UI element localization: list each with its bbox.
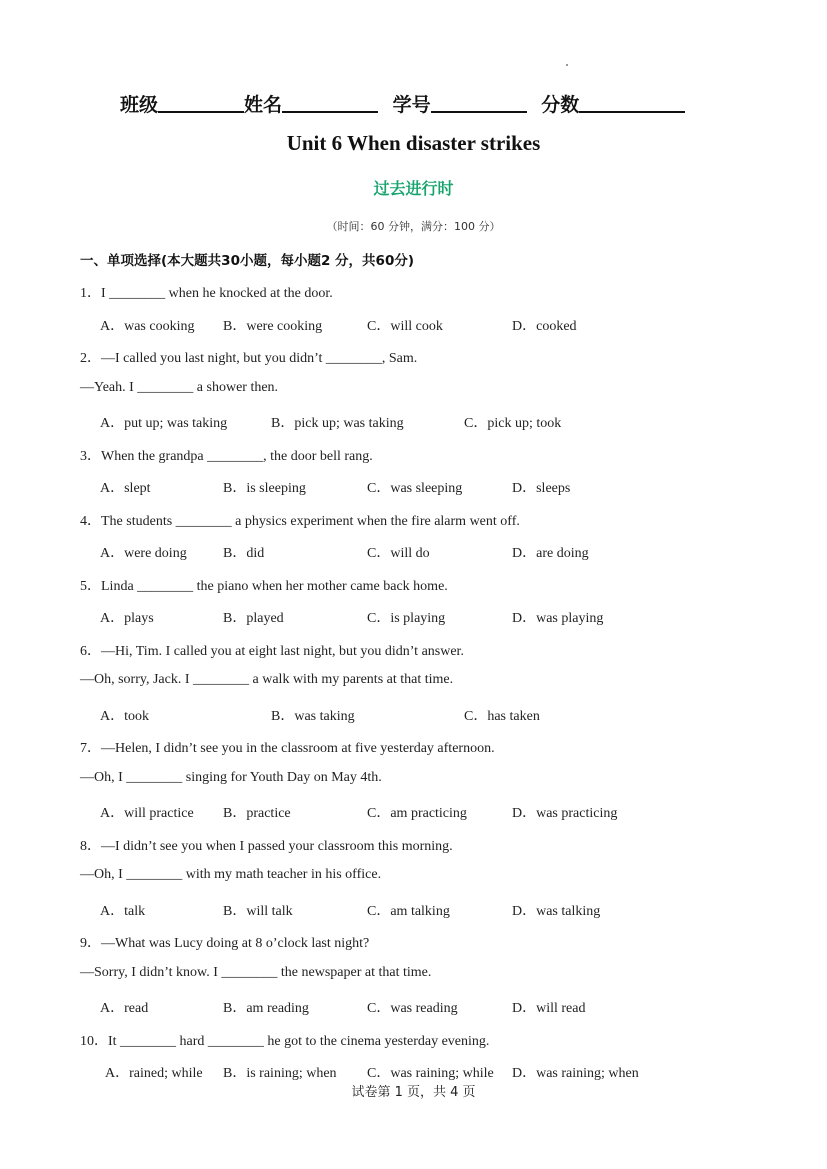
student-info-line bbox=[120, 90, 685, 117]
option[interactable]: D．was talking bbox=[512, 904, 601, 919]
option[interactable]: A．slept bbox=[100, 481, 151, 496]
option[interactable]: B．will talk bbox=[223, 904, 293, 919]
question-stem: 7．—Helen, I didn’t see you in the classroom at five yesterday afternoon. bbox=[80, 741, 495, 756]
option[interactable]: D．was raining; when bbox=[512, 1066, 639, 1081]
question-stem: 2．—I called you last night, but you didn’t ________, Sam. bbox=[80, 351, 418, 366]
option[interactable]: D．cooked bbox=[512, 319, 577, 334]
option[interactable]: C．am practicing bbox=[367, 806, 467, 821]
page-title: Unit 6 When disaster strikes bbox=[286, 131, 541, 155]
question-stem: 4．The students ________ a physics experiment when the fire alarm went off. bbox=[80, 514, 520, 529]
question-stem: 10．It ________ hard ________ he got to the cinema yesterday evening. bbox=[80, 1034, 490, 1049]
question-stem: 6．—Hi, Tim. I called you at eight last night, but you didn’t answer. bbox=[80, 644, 464, 659]
question-stem: —Yeah. I ________ a shower then. bbox=[80, 380, 279, 395]
option[interactable]: B．played bbox=[223, 611, 284, 626]
question-stem: 1．I ________ when he knocked at the door. bbox=[80, 286, 333, 301]
option[interactable]: B．am reading bbox=[223, 1001, 309, 1016]
option[interactable]: A．will practice bbox=[100, 806, 194, 821]
option[interactable]: D．was practicing bbox=[512, 806, 618, 821]
option[interactable]: C．will cook bbox=[367, 319, 443, 334]
option[interactable]: B．did bbox=[223, 546, 265, 561]
option[interactable]: B．is sleeping bbox=[223, 481, 306, 496]
question-stem: —Sorry, I didn’t know. I ________ the newspaper at that time. bbox=[80, 965, 432, 980]
option[interactable]: A．took bbox=[100, 709, 149, 724]
option[interactable]: D．was playing bbox=[512, 611, 604, 626]
option[interactable]: D．will read bbox=[512, 1001, 586, 1016]
name-blank[interactable] bbox=[282, 93, 378, 113]
option[interactable]: A．were doing bbox=[100, 546, 187, 561]
scan-dot bbox=[566, 64, 568, 66]
option[interactable]: B．is raining; when bbox=[223, 1066, 337, 1081]
question-stem: 8．—I didn’t see you when I passed your classroom this morning. bbox=[80, 839, 453, 854]
option[interactable]: A．put up; was taking bbox=[100, 416, 228, 431]
option[interactable]: B．was taking bbox=[271, 709, 355, 724]
option[interactable]: C．was raining; while bbox=[367, 1066, 494, 1081]
question-stem: —Oh, sorry, Jack. I ________ a walk with my parents at that time. bbox=[80, 672, 454, 687]
option[interactable]: C．was reading bbox=[367, 1001, 458, 1016]
option[interactable]: C．was sleeping bbox=[367, 481, 463, 496]
option[interactable]: B．were cooking bbox=[223, 319, 323, 334]
page-subtitle: 过去进行时 bbox=[373, 179, 454, 198]
id-blank[interactable] bbox=[431, 93, 527, 113]
option[interactable]: A．talk bbox=[100, 904, 146, 919]
question-stem: —Oh, I ________ singing for Youth Day on May 4th. bbox=[80, 770, 382, 785]
option[interactable]: B．practice bbox=[223, 806, 291, 821]
question-stem: 9．—What was Lucy doing at 8 o’clock last night? bbox=[80, 936, 370, 951]
option[interactable]: C．has taken bbox=[464, 709, 540, 724]
option[interactable]: D．are doing bbox=[512, 546, 589, 561]
option[interactable]: C．pick up; took bbox=[464, 416, 562, 431]
section-title: 一、单项选择(本大题共30小题，每小题2 分，共60分) bbox=[80, 253, 415, 269]
option[interactable]: C．is playing bbox=[367, 611, 446, 626]
question-stem: —Oh, I ________ with my math teacher in his office. bbox=[80, 867, 382, 882]
option[interactable]: A．read bbox=[100, 1001, 149, 1016]
option[interactable]: C．am talking bbox=[367, 904, 450, 919]
score-label: 分数 bbox=[541, 94, 580, 116]
name-label: 姓名 bbox=[244, 94, 283, 116]
class-blank[interactable] bbox=[158, 93, 244, 113]
option[interactable]: B．pick up; was taking bbox=[271, 416, 404, 431]
question-stem: 5．Linda ________ the piano when her mother came back home. bbox=[80, 579, 448, 594]
option[interactable]: A．rained; while bbox=[105, 1066, 203, 1081]
page-footer: 试卷第 1 页，共 4 页 bbox=[351, 1085, 476, 1100]
option[interactable]: D．sleeps bbox=[512, 481, 571, 496]
option[interactable]: A．was cooking bbox=[100, 319, 195, 334]
question-stem: 3．When the grandpa ________, the door bell rang. bbox=[80, 449, 373, 464]
id-label: 学号 bbox=[392, 94, 431, 116]
option[interactable]: A．plays bbox=[100, 611, 154, 626]
time-note: （时间：60 分钟，满分：100 分） bbox=[326, 220, 501, 233]
score-blank[interactable] bbox=[579, 93, 685, 113]
class-label: 班级 bbox=[120, 94, 159, 116]
option[interactable]: C．will do bbox=[367, 546, 430, 561]
